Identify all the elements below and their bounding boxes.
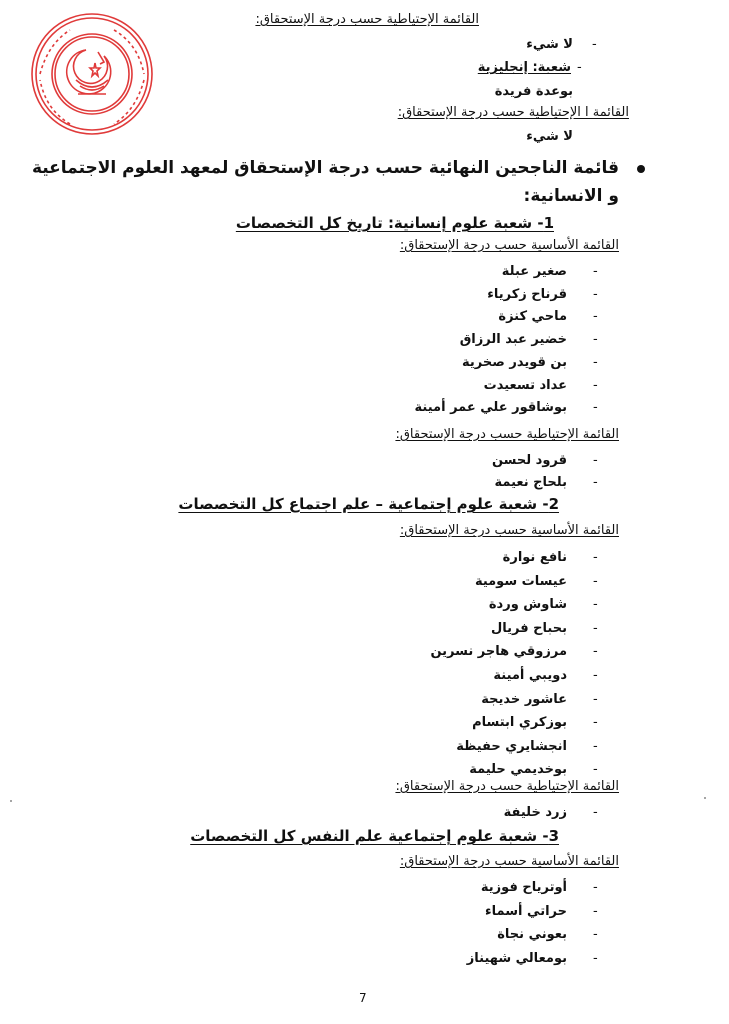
list-bullet-dash: - bbox=[593, 550, 598, 565]
list-item: عداد تسعيدت bbox=[483, 377, 567, 393]
list-bullet-dash: - bbox=[592, 37, 597, 52]
reserve-list-header: القائمة الإحتياطية حسب درجة الإستحقاق: bbox=[395, 779, 619, 794]
list-bullet-dash: - bbox=[593, 400, 598, 416]
list-item: بوخديمي حليمة bbox=[469, 762, 567, 778]
list-bullet-dash: - bbox=[593, 903, 598, 919]
list-item: ماحي كنزة bbox=[498, 309, 567, 325]
list-item: بحباح فريال bbox=[491, 620, 567, 636]
reserve-list-header: القائمة الإحتياطية حسب درجة الإستحقاق: bbox=[255, 12, 479, 27]
list-bullet-dash: - bbox=[593, 597, 598, 613]
section-title-psychology: 3- شعبة علوم إجتماعية علم النفس كل التخصصات bbox=[190, 827, 559, 845]
reserve-list-header: القائمة الإحتياطية حسب درجة الإستحقاق: bbox=[395, 427, 619, 442]
list-bullet-dash: - bbox=[593, 880, 598, 895]
list-bullet-dash: - bbox=[593, 453, 598, 468]
section-title-sociology: 2- شعبة علوم إجتماعية – علم اجتماع كل التخصصات bbox=[178, 495, 559, 513]
reserve-none-text: لا شيء bbox=[526, 129, 573, 144]
main-list-header: القائمة الأساسية حسب درجة الإستحقاق: bbox=[399, 523, 619, 538]
list-bullet-dash: - bbox=[593, 377, 598, 393]
list-bullet-dash: - bbox=[593, 286, 598, 302]
list-item: بعوني نجاة bbox=[497, 927, 567, 942]
list-item: دويبي أمينة bbox=[493, 668, 567, 683]
list-bullet-dash: - bbox=[593, 715, 598, 731]
list-item: بن قويدر صخرية bbox=[462, 354, 567, 370]
official-seal-stamp bbox=[28, 10, 156, 138]
list-item: شاوش وردة bbox=[488, 597, 567, 613]
list-bullet-dash: - bbox=[593, 264, 598, 279]
list-item: بوعدة فريدة bbox=[494, 84, 573, 99]
list-bullet-dash: - bbox=[593, 644, 598, 660]
list-item: زرد خليفة bbox=[503, 805, 567, 820]
scan-speck bbox=[704, 797, 706, 799]
list-bullet-dash: - bbox=[593, 332, 598, 348]
page-number: 7 bbox=[359, 991, 367, 1005]
list-item: حراتي أسماء bbox=[485, 903, 567, 919]
bullet-point bbox=[637, 165, 645, 173]
list-bullet-dash: - bbox=[593, 475, 598, 490]
list-item: عاشور خديجة bbox=[481, 691, 567, 707]
list-item: بوزكري ابتسام bbox=[472, 715, 567, 731]
section-title-history: 1- شعبة علوم إنسانية: تاريخ كل التخصصات bbox=[235, 214, 554, 232]
list-bullet-dash: - bbox=[593, 691, 598, 707]
list-item: انجشايري حفيظة bbox=[456, 738, 567, 754]
list-item: قرود لحسن bbox=[491, 453, 567, 468]
list-item: أوترياح فوزية bbox=[480, 880, 567, 895]
branch-english-label: شعبة: إنجليزية bbox=[477, 60, 571, 75]
list-item: خضير عبد الرزاق bbox=[459, 332, 567, 348]
list-bullet-dash: - bbox=[577, 60, 582, 75]
reserve-none-text: لا شيء bbox=[526, 37, 573, 52]
list-bullet-dash: - bbox=[593, 762, 598, 778]
list-bullet-dash: - bbox=[593, 927, 598, 942]
reserve-list-header: القائمة ا الإحتياطية حسب درجة الإستحقاق: bbox=[397, 105, 629, 120]
list-bullet-dash: - bbox=[593, 354, 598, 370]
main-list-header: القائمة الأساسية حسب درجة الإستحقاق: bbox=[399, 854, 619, 869]
list-item: بلحاج نعيمة bbox=[494, 475, 567, 490]
list-bullet-dash: - bbox=[593, 573, 598, 589]
institute-heading-line1: قائمة الناجحين النهائية حسب درجة الإستحقاق لمعهد العلوم الاجتماعية bbox=[31, 158, 619, 178]
list-item: نافع نوارة bbox=[502, 550, 567, 565]
list-item: بومعالي شهيناز bbox=[466, 950, 567, 966]
list-bullet-dash: - bbox=[593, 805, 598, 820]
list-bullet-dash: - bbox=[593, 620, 598, 636]
institute-heading-line2: و الانسانية: bbox=[523, 186, 619, 206]
main-list-header: القائمة الأساسية حسب درجة الإستحقاق: bbox=[399, 238, 619, 253]
scan-speck bbox=[10, 800, 12, 802]
list-item: صغير عبلة bbox=[501, 264, 567, 279]
list-bullet-dash: - bbox=[593, 738, 598, 754]
list-bullet-dash: - bbox=[593, 668, 598, 683]
list-bullet-dash: - bbox=[593, 950, 598, 966]
list-item: قرناح زكرياء bbox=[487, 286, 567, 302]
list-item: عيسات سومية bbox=[474, 573, 567, 589]
list-item: مرزوقي هاجر نسرين bbox=[430, 644, 567, 660]
list-bullet-dash: - bbox=[593, 309, 598, 325]
list-item: بوشاقور علي عمر أمينة bbox=[414, 400, 567, 416]
